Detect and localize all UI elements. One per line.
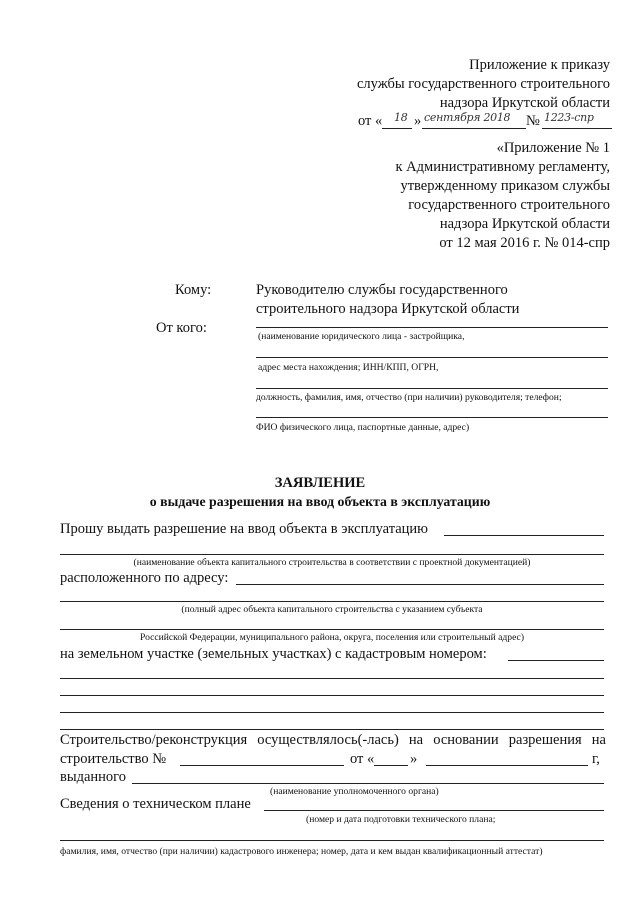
order-appendix-line2: службы государственного строительного: [356, 76, 610, 92]
cadastral-line5[interactable]: [60, 729, 604, 730]
request-text: Прошу выдать разрешение на ввод объекта в эксплуатацию: [60, 521, 429, 537]
from-field-line3[interactable]: [256, 388, 608, 389]
order-day-handwritten: 18: [394, 111, 408, 124]
construction-word4: основании: [433, 732, 499, 748]
permit-date-line[interactable]: [426, 765, 588, 766]
regulation-appendix-line3: утвержденному приказом службы: [400, 178, 610, 194]
order-number-handwritten: 1223-спр: [544, 111, 594, 124]
construction-word1: Строительство/реконструкция: [60, 732, 248, 748]
hint-tech1: (номер и дата подготовки технического плана;: [306, 814, 496, 825]
cadastral-line4[interactable]: [60, 712, 604, 713]
to-value-line1: Руководителю службы государственного: [256, 282, 508, 298]
permit-close: »: [410, 751, 418, 767]
cadastral-line2[interactable]: [60, 678, 604, 679]
object-name-line-inline[interactable]: [444, 535, 604, 536]
regulation-appendix-line2: к Административному регламенту,: [395, 159, 610, 175]
from-hint3: должность, фамилия, имя, отчество (при наличии) руководителя; телефон;: [256, 392, 562, 403]
object-name-line[interactable]: [60, 554, 604, 555]
authority-line[interactable]: [132, 783, 604, 784]
permit-prefix: строительство №: [60, 751, 167, 767]
order-appendix-line1: Приложение к приказу: [469, 57, 610, 73]
tech-plan-text: Сведения о техническом плане: [60, 796, 251, 812]
tech-plan-line2[interactable]: [60, 840, 604, 841]
order-day-close: »: [414, 113, 422, 129]
construction-word2: осуществлялось(-лась): [257, 732, 399, 748]
regulation-appendix-line1: «Приложение № 1: [496, 140, 610, 156]
regulation-appendix-line6: от 12 мая 2016 г. № 014-спр: [439, 235, 610, 251]
construction-word6: на: [591, 732, 606, 748]
from-hint4: ФИО физического лица, паспортные данные, адрес): [256, 422, 470, 433]
issued-text: выданного: [60, 769, 127, 785]
address-line-inline[interactable]: [236, 584, 604, 585]
from-field-line2[interactable]: [256, 357, 608, 358]
order-number-line: [542, 128, 612, 129]
order-day-line: [382, 128, 412, 129]
from-label: От кого:: [156, 320, 207, 336]
from-field-line4[interactable]: [256, 417, 608, 418]
located-text: расположенного по адресу:: [60, 570, 229, 586]
order-month-line: [422, 128, 526, 129]
from-hint2: адрес места нахождения; ИНН/КПП, ОГРН,: [258, 362, 439, 373]
hint-tech2: фамилия, имя, отчество (при наличии) кадастрового инженера; номер, дата и кем выдан квалификационный аттестат): [60, 846, 543, 857]
cadastral-line-inline[interactable]: [508, 660, 604, 661]
permit-day-line[interactable]: [374, 765, 408, 766]
address-line3[interactable]: [60, 629, 604, 630]
regulation-appendix-line4: государственного строительного: [408, 197, 610, 213]
address-line2[interactable]: [60, 601, 604, 602]
hint-authority: (наименование уполномоченного органа): [270, 786, 439, 797]
permit-from: от «: [350, 751, 375, 767]
to-label: Кому:: [175, 282, 212, 298]
regulation-appendix-line5: надзора Иркутской области: [439, 216, 610, 232]
permit-number-line[interactable]: [180, 765, 344, 766]
order-month-handwritten: сентября 2018: [424, 111, 511, 124]
construction-word3: на: [408, 732, 424, 748]
order-number-label: №: [526, 113, 540, 129]
document-title: ЗАЯВЛЕНИЕ: [274, 475, 366, 491]
tech-plan-line[interactable]: [264, 810, 604, 811]
hint-object: (наименование объекта капитального строительства в соответствии с проектной документацией): [133, 557, 531, 568]
construction-word5: разрешения: [508, 732, 582, 748]
cadastral-line3[interactable]: [60, 695, 604, 696]
order-date-row: [358, 113, 612, 133]
order-date-prefix: от «: [358, 113, 383, 129]
from-field-line1[interactable]: [256, 327, 608, 328]
hint-address2: Российской Федерации, муниципального района, округа, поселения или строительный адрес): [139, 632, 525, 643]
land-plot-text: на земельном участке (земельных участках) с кадастровым номером:: [60, 646, 487, 662]
hint-address1: (полный адрес объекта капитального строительства с указанием субъекта: [181, 604, 483, 615]
document-subtitle: о выдаче разрешения на ввод объекта в эксплуатацию: [149, 494, 491, 509]
from-hint1: (наименование юридического лица - застройщика,: [258, 331, 465, 342]
order-appendix-line3: надзора Иркутской области: [439, 95, 610, 111]
permit-year: г,: [592, 751, 600, 767]
construction-text: [60, 732, 606, 749]
to-value-line2: строительного надзора Иркутской области: [256, 301, 520, 317]
